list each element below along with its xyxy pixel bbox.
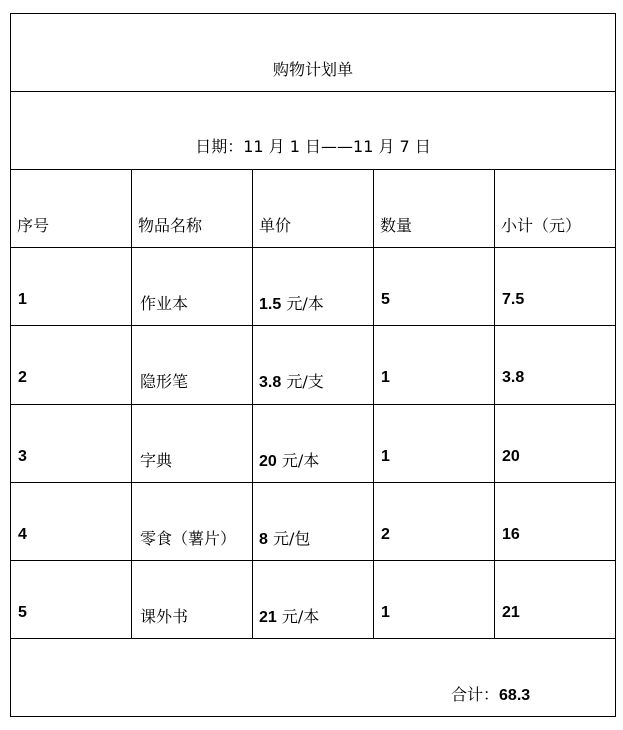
item-name: 隐形笔 — [140, 372, 189, 392]
item-price-value: 20 — [259, 452, 277, 470]
item-price-value: 21 — [259, 608, 277, 626]
item-price-cell — [253, 560, 374, 638]
item-name: 字典 — [140, 450, 173, 470]
item-price-cell — [253, 404, 374, 482]
item-index: 1 — [18, 291, 27, 309]
header-cell-price — [253, 170, 374, 248]
item-price-unit: 元/本 — [276, 606, 320, 626]
item-subtotal-cell — [495, 248, 616, 326]
item-name-cell — [132, 482, 253, 560]
item-subtotal: 21 — [502, 603, 520, 621]
table-row — [11, 560, 616, 638]
item-index: 3 — [18, 447, 27, 465]
item-name: 作业本 — [140, 294, 189, 314]
item-index: 4 — [18, 525, 27, 543]
date-cell — [11, 92, 616, 170]
item-price — [259, 372, 324, 393]
item-quantity-cell — [374, 248, 495, 326]
item-price-value: 3.8 — [259, 374, 282, 392]
item-price — [259, 294, 324, 315]
item-subtotal: 16 — [502, 525, 520, 543]
table-row — [11, 404, 616, 482]
header-cell-quantity — [374, 170, 495, 248]
total-value: 68.3 — [499, 686, 531, 704]
header-row — [11, 170, 616, 248]
item-price-unit: 元/本 — [281, 294, 324, 314]
header-subtotal: 小计（元） — [501, 216, 582, 236]
item-quantity-cell — [374, 404, 495, 482]
item-subtotal: 20 — [502, 447, 520, 465]
item-quantity-cell — [374, 326, 495, 404]
header-cell-index — [11, 170, 132, 248]
item-quantity: 1 — [381, 369, 390, 387]
item-price-cell — [253, 248, 374, 326]
item-price — [259, 451, 319, 472]
title-cell — [11, 14, 616, 92]
table-row — [11, 326, 616, 404]
item-quantity: 1 — [381, 447, 390, 465]
item-subtotal: 7.5 — [502, 291, 525, 309]
item-name: 零食（薯片） — [140, 528, 237, 548]
item-subtotal-cell — [495, 560, 616, 638]
item-name: 课外书 — [140, 606, 189, 626]
item-subtotal-cell — [495, 404, 616, 482]
title-row — [11, 14, 616, 92]
header-name: 物品名称 — [138, 216, 203, 236]
item-price-unit: 元/本 — [276, 450, 320, 470]
total-row — [11, 638, 616, 716]
item-name-cell — [132, 326, 253, 404]
item-quantity: 5 — [381, 291, 390, 309]
item-price-unit: 元/支 — [281, 372, 324, 392]
document-title: 购物计划单 — [273, 60, 354, 79]
total-label: 合计： — [451, 684, 500, 704]
item-price — [259, 607, 319, 628]
date-range: 日期：11 月 1 日——11 月 7 日 — [195, 137, 431, 157]
date-row — [11, 92, 616, 170]
item-subtotal: 3.8 — [502, 369, 525, 387]
item-price-cell — [253, 482, 374, 560]
header-price: 单价 — [259, 216, 292, 236]
item-index-cell — [11, 560, 132, 638]
item-name-cell — [132, 560, 253, 638]
item-index: 2 — [18, 369, 27, 387]
item-index-cell — [11, 404, 132, 482]
item-index: 5 — [18, 603, 27, 621]
shopping-plan-table — [10, 13, 616, 717]
item-price-value: 8 — [259, 530, 268, 548]
header-cell-name — [132, 170, 253, 248]
item-index-cell — [11, 482, 132, 560]
total-amount — [451, 685, 530, 706]
table-row — [11, 482, 616, 560]
item-name-cell — [132, 404, 253, 482]
item-quantity-cell — [374, 482, 495, 560]
item-index-cell — [11, 248, 132, 326]
table-row — [11, 248, 616, 326]
item-subtotal-cell — [495, 326, 616, 404]
item-quantity-cell — [374, 560, 495, 638]
shopping-plan-sheet — [10, 13, 615, 717]
item-price-cell — [253, 326, 374, 404]
item-subtotal-cell — [495, 482, 616, 560]
total-cell — [11, 638, 616, 716]
header-index: 序号 — [17, 216, 50, 236]
item-price — [259, 529, 310, 550]
item-name-cell — [132, 248, 253, 326]
item-price-value: 1.5 — [259, 296, 282, 314]
header-cell-subtotal — [495, 170, 616, 248]
item-index-cell — [11, 326, 132, 404]
header-quantity: 数量 — [380, 216, 413, 236]
item-quantity: 1 — [381, 603, 390, 621]
item-price-unit: 元/包 — [267, 528, 311, 548]
item-quantity: 2 — [381, 525, 390, 543]
